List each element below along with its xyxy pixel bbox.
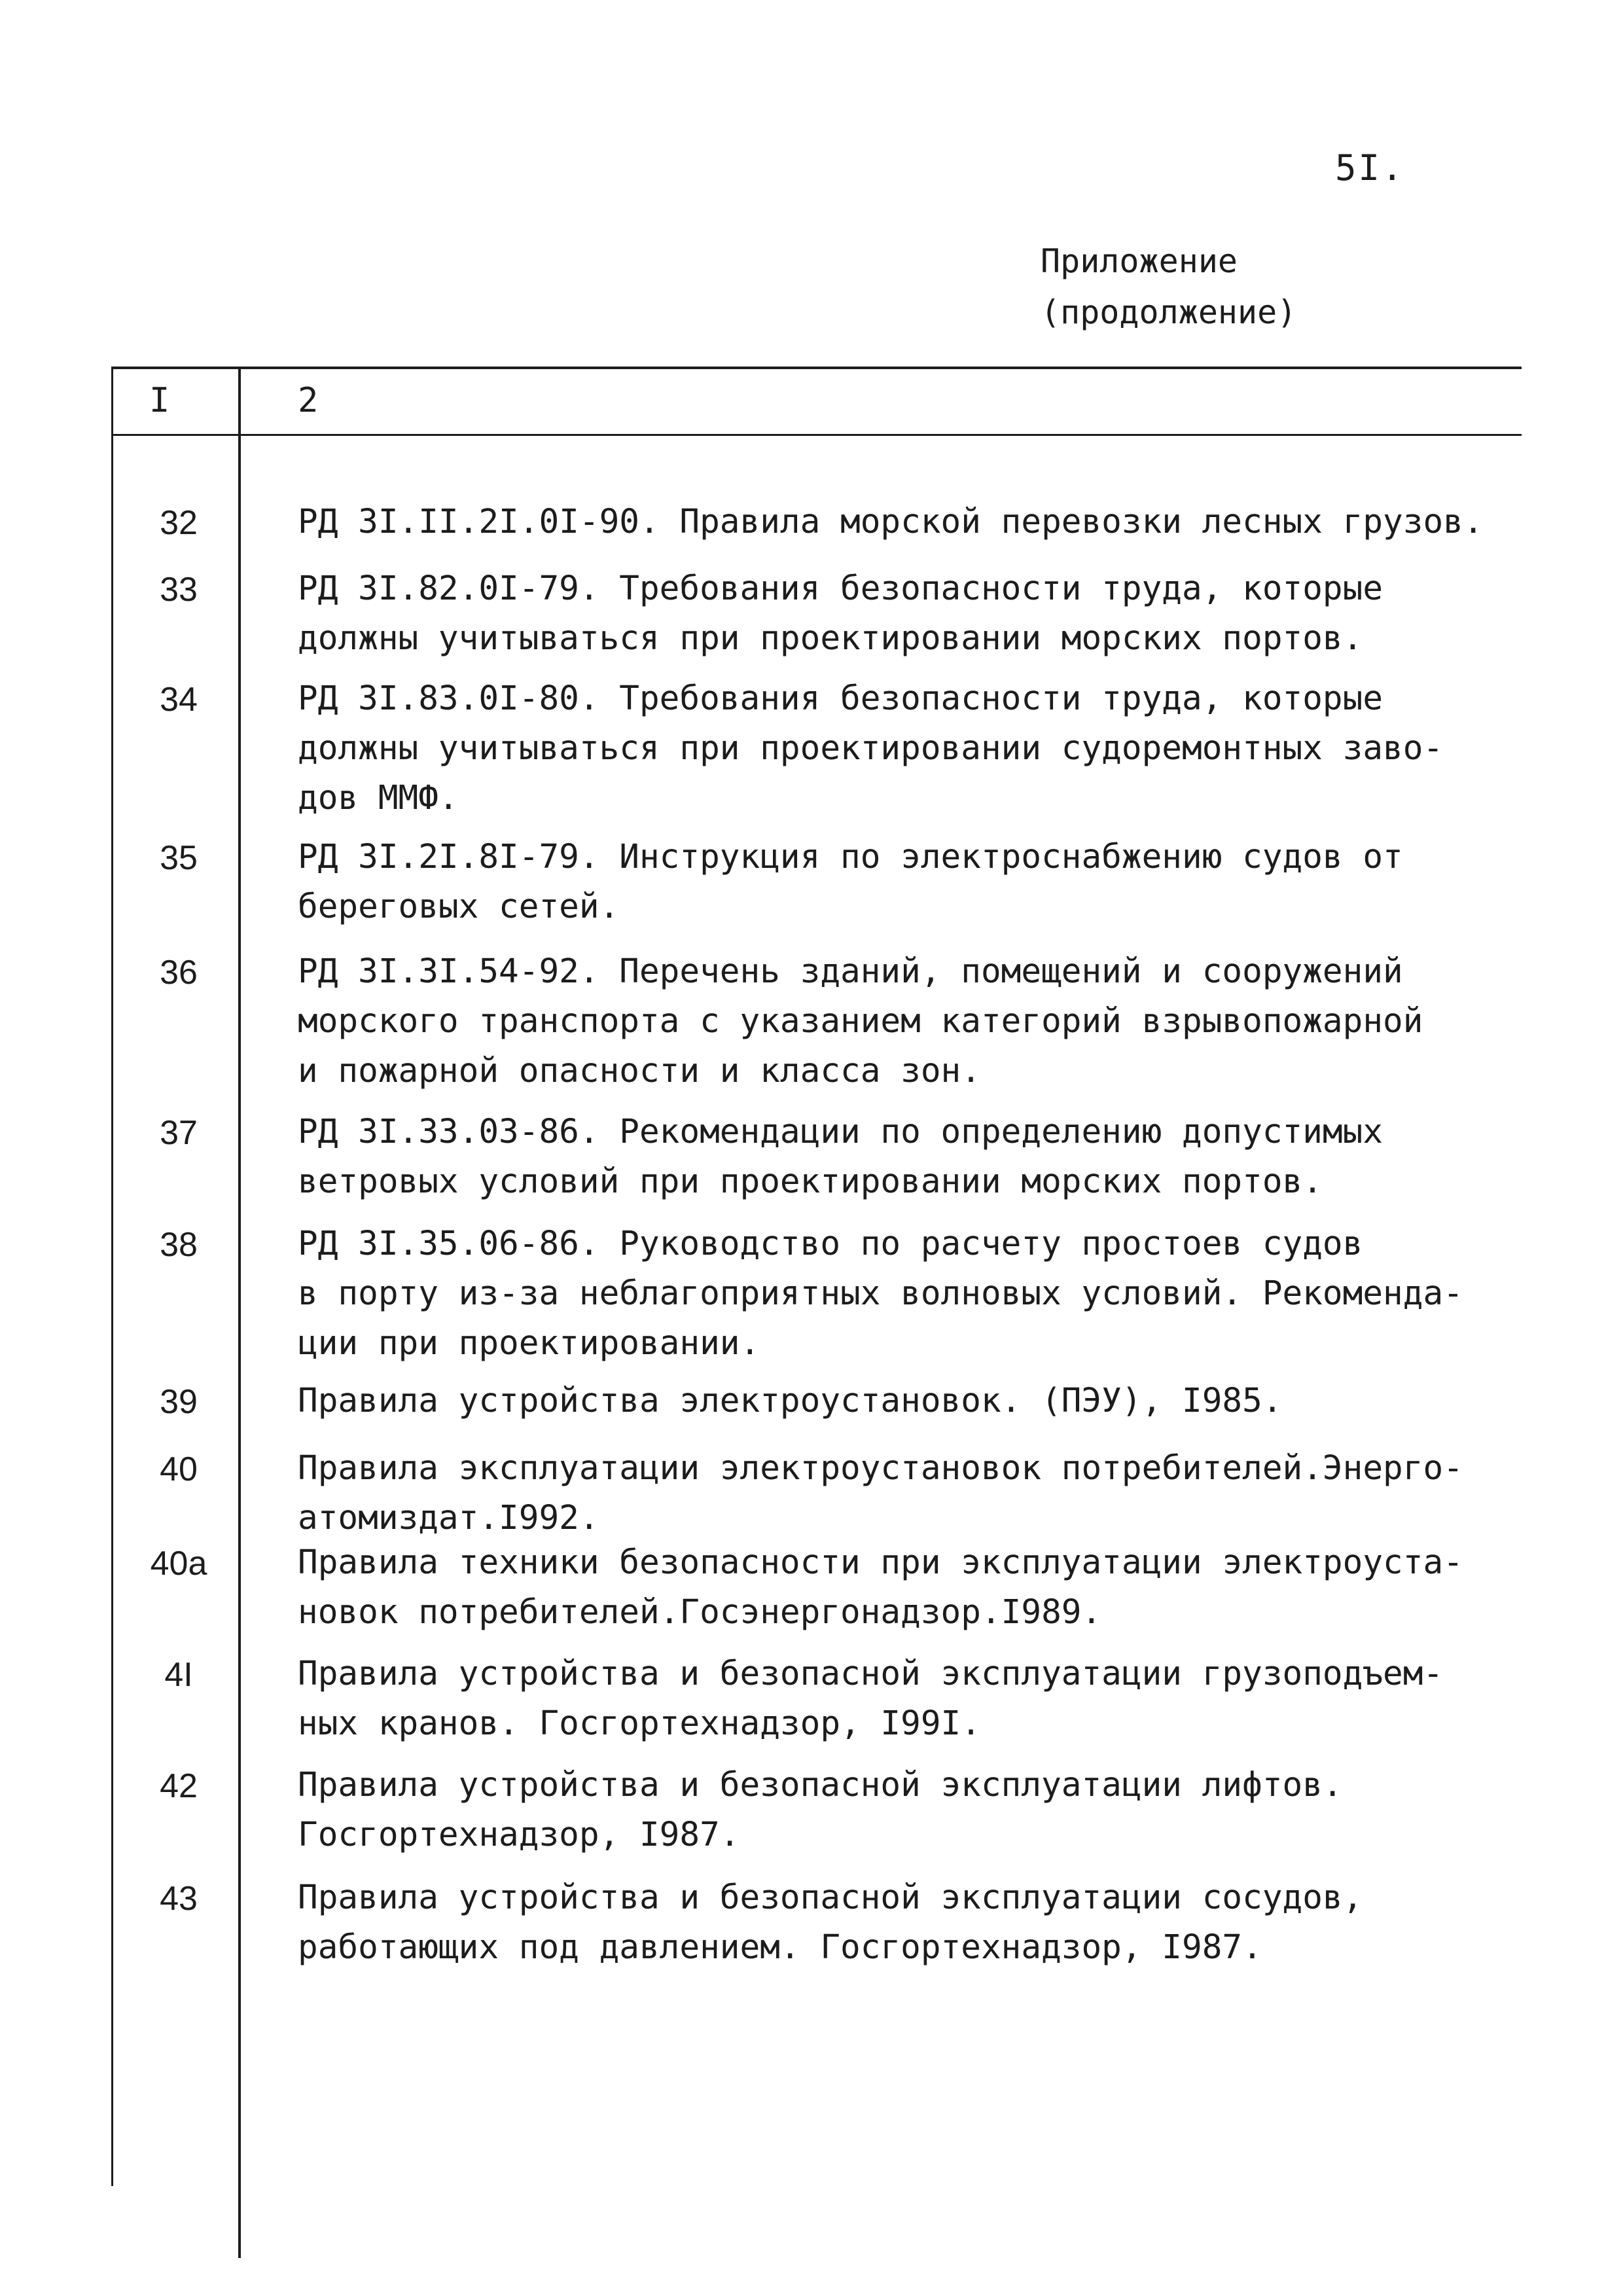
row-text xyxy=(298,674,1528,823)
table-column-divider xyxy=(238,367,241,2258)
row-number: 33 xyxy=(160,571,198,609)
row-number: 35 xyxy=(160,839,198,877)
row-text xyxy=(298,1219,1528,1369)
row-text-line: РД 3I.83.0I-80. Требования безопасности труда, которые xyxy=(298,679,1383,718)
row-text-line: РД 3I.II.2I.0I-90. Правила морской перевозки лесных грузов. xyxy=(298,503,1484,541)
row-text-line: РД 3I.82.0I-79. Требования безопасности труда, которые xyxy=(298,569,1383,608)
table-left-rule xyxy=(111,367,113,2186)
column-header-title: 2 xyxy=(298,381,319,420)
row-text-line: РД 3I.3I.54-92. Перечень зданий, помещений и сооружений xyxy=(298,952,1403,991)
row-text-line: РД 3I.33.03-86. Рекомендации по определению допустимых xyxy=(298,1113,1383,1151)
row-number: 32 xyxy=(160,504,198,542)
appendix-title: Приложение xyxy=(1041,242,1238,280)
row-text-line: морского транспорта с указанием категорий взрывопожарной xyxy=(298,1002,1423,1041)
row-text xyxy=(298,564,1528,664)
row-text-line: в порту из-за неблагоприятных волновых условий. Рекоменда- xyxy=(298,1274,1463,1313)
table-top-rule xyxy=(111,367,1522,369)
row-text xyxy=(298,1444,1528,1543)
row-text-line: Правила устройства и безопасной эксплуатации грузоподъем- xyxy=(298,1655,1444,1693)
row-text xyxy=(298,1538,1528,1638)
row-number: 36 xyxy=(160,954,198,992)
row-text-line: новок потребителей.Госэнергонадзор.I989. xyxy=(298,1593,1102,1632)
row-text-line: ции при проектировании. xyxy=(298,1324,760,1363)
row-number: 43 xyxy=(160,1880,198,1918)
page-number: 5I. xyxy=(1335,147,1405,188)
row-text-line: ных кранов. Госгортехнадзор, I99I. xyxy=(298,1704,981,1743)
row-text-line: Правила эксплуатации электроустановок потребителей.Энерго- xyxy=(298,1449,1463,1488)
row-number: 4I xyxy=(164,1656,193,1694)
row-number: 40 xyxy=(160,1450,198,1488)
row-text xyxy=(298,1376,1528,1426)
row-text-line: должны учитываться при проектировании судоремонтных заво- xyxy=(298,729,1444,768)
row-number: 37 xyxy=(160,1114,198,1152)
row-number: 38 xyxy=(160,1226,198,1264)
row-text-line: работающих под давлением. Госгортехнадзор, I987. xyxy=(298,1928,1262,1967)
row-text xyxy=(298,1649,1528,1749)
row-text xyxy=(298,497,1528,547)
row-number: 40а xyxy=(150,1545,207,1583)
row-text-line: Госгортехнадзор, I987. xyxy=(298,1816,740,1854)
row-text xyxy=(298,833,1528,932)
row-text-line: атомиздат.I992. xyxy=(298,1499,599,1537)
row-text-line: РД 3I.35.06-86. Руководство по расчету простоев судов xyxy=(298,1225,1363,1263)
row-text-line: береговых сетей. xyxy=(298,888,620,926)
row-text-line: Правила устройства и безопасной эксплуатации лифтов. xyxy=(298,1766,1343,1804)
appendix-subtitle: (продолжение) xyxy=(1041,293,1297,331)
table-header-rule xyxy=(111,434,1522,436)
row-text xyxy=(298,1107,1528,1207)
row-text-line: ветровых условий при проектировании морских портов. xyxy=(298,1162,1323,1201)
row-text-line: дов ММФ. xyxy=(298,779,459,817)
row-text xyxy=(298,1873,1528,1973)
row-number: 39 xyxy=(160,1383,198,1421)
appendix-heading xyxy=(1041,236,1296,338)
row-number: 34 xyxy=(160,681,198,719)
row-text-line: Правила устройства электроустановок. (ПЭУ), I985. xyxy=(298,1382,1283,1420)
row-text xyxy=(298,1761,1528,1860)
row-text-line: должны учитываться при проектировании морских портов. xyxy=(298,619,1363,658)
row-text-line: и пожарной опасности и класса зон. xyxy=(298,1052,981,1090)
row-number: 42 xyxy=(160,1767,198,1805)
row-text-line: Правила устройства и безопасной эксплуатации сосудов, xyxy=(298,1878,1363,1917)
column-header-number: I xyxy=(149,381,170,420)
row-text xyxy=(298,947,1528,1096)
row-text-line: Правила техники безопасности при эксплуатации электроуста- xyxy=(298,1543,1463,1582)
row-text-line: РД 3I.2I.8I-79. Инструкция по электроснабжению судов от xyxy=(298,838,1403,876)
